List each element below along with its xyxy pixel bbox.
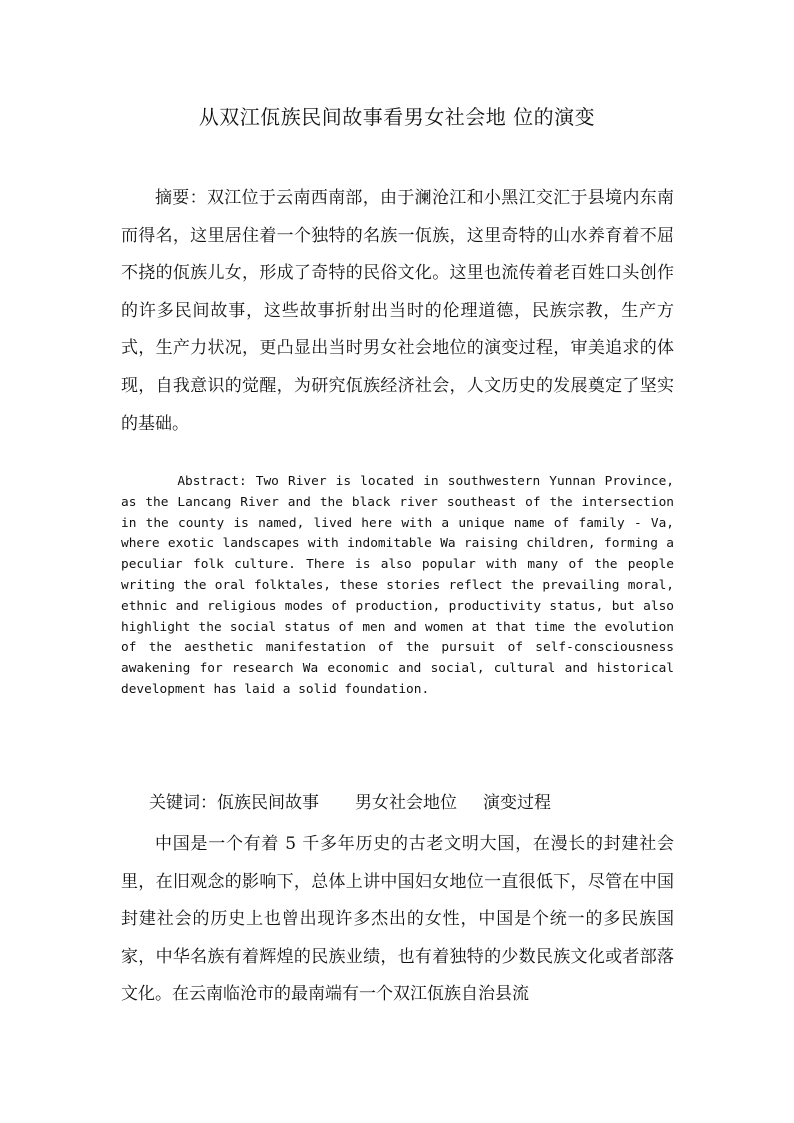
- abstract-text: 双江位于云南西南部，由于澜沧江和小黑江交汇于县境内东南而得名，这里居住着一个独特的名族一佤族，这里奇特的山水养育着不屈不挠的佤族儿女，形成了奇特的民俗文化。这里也流传着老百姓口头创作的许多民间故事，这些故事折射出当时的伦理道德，民族宗教，生产方式，生产力状况，更凸显出当时男女社会地位的演变过程，审美追求的体现，自我意识的觉醒，为研究佤族经济社会，人文历史的发展奠定了坚实的基础。: [121, 188, 675, 434]
- abstract-chinese: [121, 180, 674, 443]
- keywords-line: [149, 786, 551, 820]
- abstract-english: Abstract: Two River is located in southwestern Yunnan Province, as the Lancang River and the black river southeast of the intersection in the county is named, lived here with a unique name of family - Va, where exotic landscapes with indomitable Wa raising children, forming a peculiar folk culture. There is also popular with many of the people writing the oral folktales, these stories reflect the prevailing moral, ethnic and religious modes of production, productivity status, but also highlight the social status of men and women at that time the evolution of the aesthetic manifestation of the pursuit of self-consciousness awakening for research Wa economic and social, cultural and historical development has laid a solid foundation.: [121, 474, 674, 697]
- keywords-label: 关键词：: [149, 793, 217, 813]
- page-title: 从双江佤族民间故事看男女社会地 位的演变: [198, 105, 596, 129]
- keyword-item: 佤族民间故事: [217, 793, 319, 813]
- abstract-label: 摘要：: [155, 188, 207, 208]
- keyword-item: 演变过程: [483, 793, 551, 813]
- keyword-item: 男女社会地位: [355, 793, 457, 813]
- body-paragraph: 中国是一个有着 5 千多年历史的古老文明大国，在漫长的封建社会里，在旧观念的影响下，总体上讲中国妇女地位一直很低下，尽管在中国封建社会的历史上也曾出现许多杰出的女性，中国是个统一的多民族国家，中华名族有着辉煌的民族业绩，也有着独特的少数民族文化或者部落文化。在云南临沧市的最南端有一个双江佤族自治县流: [121, 834, 674, 1005]
